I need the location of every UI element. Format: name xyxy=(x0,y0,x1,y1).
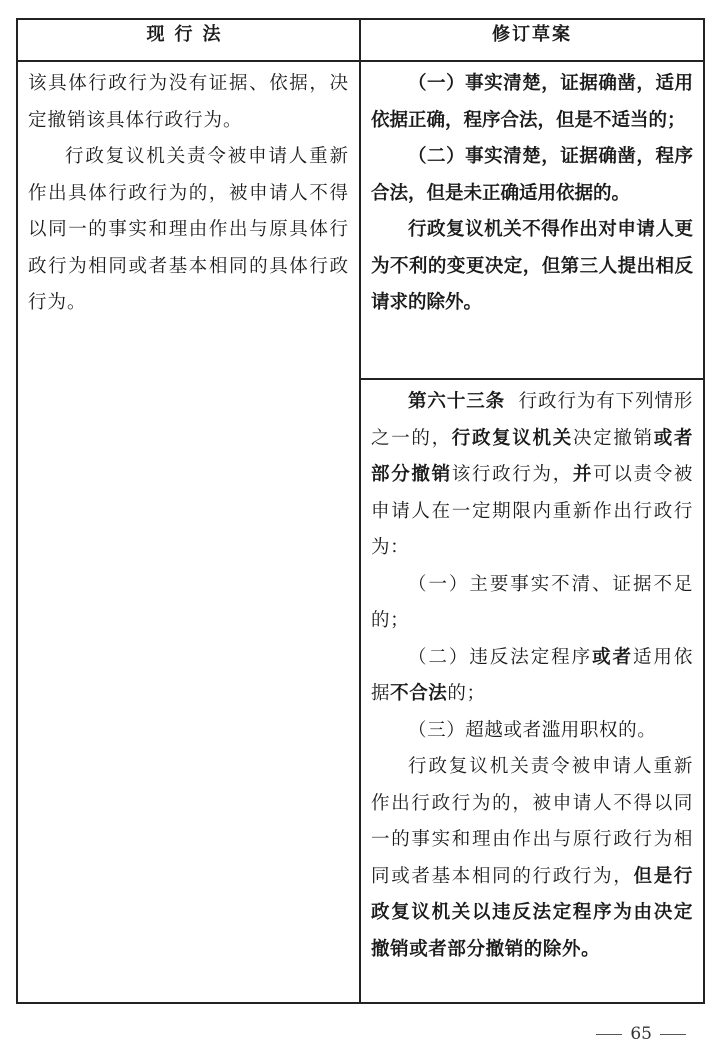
draft-paragraph-3: 行政复议机关不得作出对申请人更为不利的变更决定，但第三人提出相反请求的除外。 xyxy=(371,219,693,313)
article-63-paragraph xyxy=(371,384,693,567)
current-law-paragraph-1: 该具体行政行为没有证据、依据，决定撤销该具体行政行为。 xyxy=(28,73,349,131)
article-item-2-d: 不合法 xyxy=(390,683,448,704)
article-item-2-a: （二）违反法定程序 xyxy=(408,646,593,668)
article-item-2-c: 适用依据 xyxy=(371,646,693,704)
article-item-2-e: 的； xyxy=(447,683,486,704)
article-text-c: 决定撤销 xyxy=(572,427,654,449)
page-dash-left xyxy=(596,1034,622,1035)
header-current-law: 现行法 xyxy=(17,19,360,61)
article-last-b: 但是行政复议机关以违反法定程序为由决定撤销或者部分撤销的除外。 xyxy=(371,865,693,960)
article-text-f: 并 xyxy=(572,464,594,485)
content-row-1 xyxy=(17,61,704,379)
current-law-paragraph-2: 行政复议机关责令被申请人重新作出具体行政行为的，被申请人不得以同一的事实和理由作出与原具体行政行为相同或者基本相同的具体行政行为。 xyxy=(28,146,349,313)
article-text-b: 行政复议机关 xyxy=(451,427,573,449)
draft-cell-top xyxy=(360,61,704,379)
draft-item-2: （二）事实清楚，证据确凿，程序合法，但是未正确适用依据的。 xyxy=(371,146,693,204)
header-revised-draft: 修订草案 xyxy=(360,19,704,61)
article-last-a: 行政复议机关责令被申请人重新作出行政行为的，被申请人不得以同一的事实和理由作出与原行政行为相同或者基本相同的行政行为， xyxy=(371,756,693,887)
article-text-a: 行政行为有下列情形之一的， xyxy=(371,391,693,449)
header-row xyxy=(17,19,704,61)
article-text-d: 或者部分撤销 xyxy=(371,427,694,485)
comparison-table xyxy=(16,18,705,1004)
article-item-1: （一）主要事实不清、证据不足的； xyxy=(371,573,693,631)
draft-item-1: （一）事实清楚，证据确凿，适用依据正确，程序合法，但是不适当的； xyxy=(371,73,693,131)
draft-cell-bottom xyxy=(360,379,704,1003)
article-item-2 xyxy=(371,640,693,713)
page-number-value: 65 xyxy=(630,1024,652,1044)
article-text-e: 该行政行为， xyxy=(451,464,573,485)
current-law-cell xyxy=(17,61,360,1003)
article-item-3: （三）超越或者滥用职权的。 xyxy=(408,719,657,741)
article-text-g: 可以责令被申请人在一定期限内重新作出行政行为： xyxy=(371,464,693,558)
article-item-2-b: 或者 xyxy=(592,646,633,668)
page-dash-right xyxy=(660,1034,686,1035)
article-title: 第六十三条 xyxy=(408,391,506,412)
article-last-paragraph xyxy=(371,749,693,968)
page-number xyxy=(588,1024,694,1044)
